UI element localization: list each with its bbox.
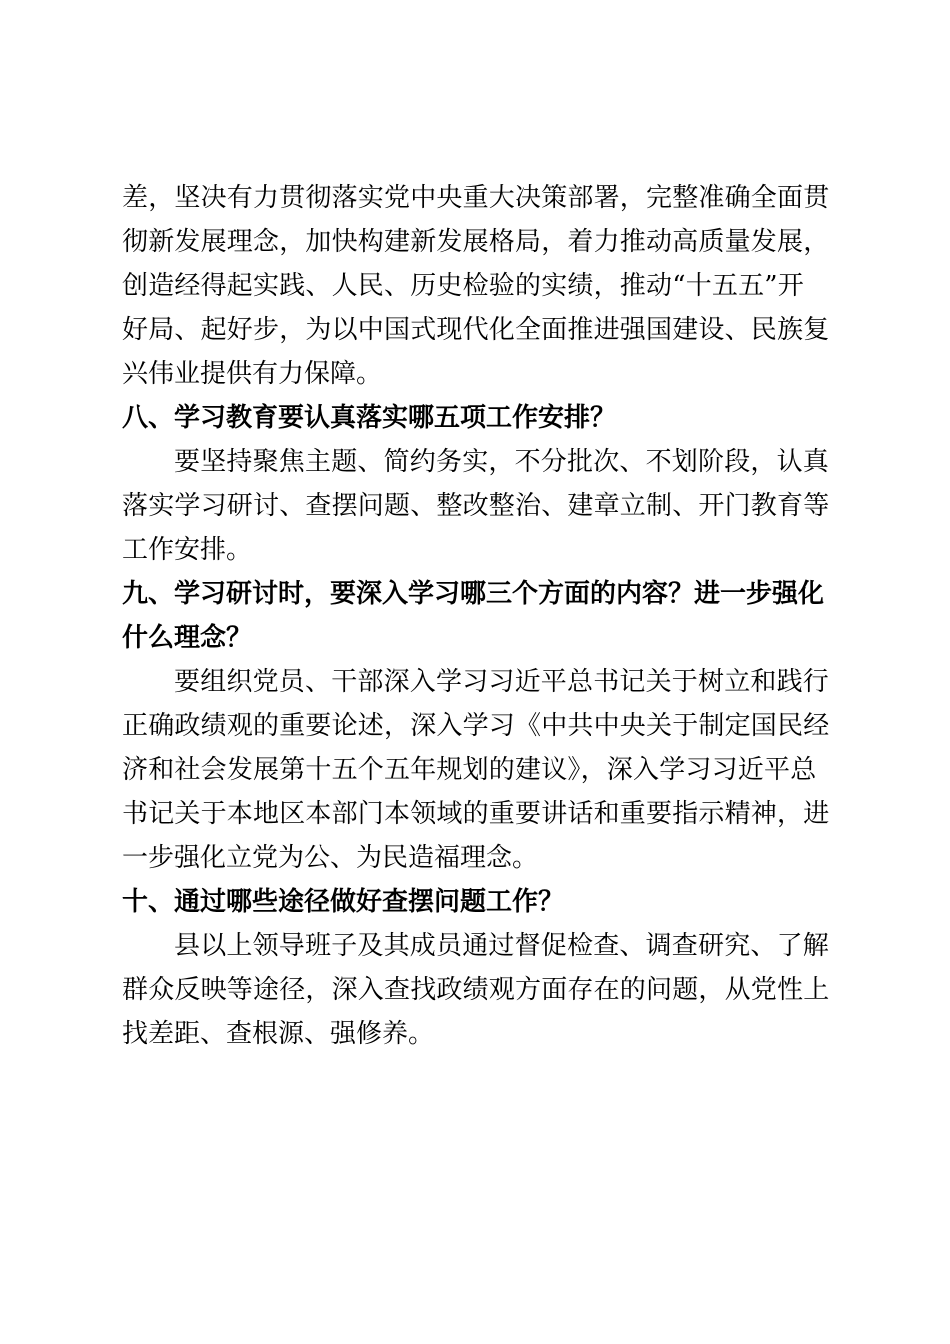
section-heading: 什么理念？ (122, 623, 253, 653)
body-line: 找差距、查根源、强修养。 (122, 1019, 435, 1049)
body-line: 创造经得起实践、人民、历史检验的实绩，推动“十五五”开 (122, 271, 804, 301)
body-line: 一步强化立党为公、为民造福理念。 (122, 843, 539, 873)
body-line: 济和社会发展第十五个五年规划的建议》，深入学习习近平总 (122, 755, 817, 785)
body-line: 正确政绩观的重要论述，深入学习《中共中央关于制定国民经 (122, 711, 830, 741)
document-text-block (122, 176, 834, 1056)
body-line: 落实学习研讨、查摆问题、整改整治、建章立制、开门教育等 (122, 491, 830, 521)
section-heading: 十、通过哪些途径做好查摆问题工作？ (122, 887, 565, 917)
body-line: 县以上领导班子及其成员通过督促检查、调查研究、了解 (174, 931, 830, 961)
section-heading: 九、学习研讨时，要深入学习哪三个方面的内容？进一步强化 (122, 579, 825, 609)
body-line: 彻新发展理念，加快构建新发展格局，着力推动高质量发展， (122, 227, 830, 257)
body-line: 工作安排。 (122, 535, 253, 565)
body-line: 要坚持聚焦主题、简约务实，不分批次、不划阶段，认真 (174, 447, 830, 477)
body-line: 差，坚决有力贯彻落实党中央重大决策部署，完整准确全面贯 (122, 183, 830, 213)
body-line: 群众反映等途径，深入查找政绩观方面存在的问题，从党性上 (122, 975, 830, 1005)
body-line: 好局、起好步，为以中国式现代化全面推进强国建设、民族复 (122, 315, 830, 345)
section-heading: 八、学习教育要认真落实哪五项工作安排？ (122, 403, 617, 433)
body-line: 兴伟业提供有力保障。 (122, 359, 383, 389)
body-line: 要组织党员、干部深入学习习近平总书记关于树立和践行 (174, 667, 830, 697)
body-line: 书记关于本地区本部门本领域的重要讲话和重要指示精神，进 (122, 799, 830, 829)
